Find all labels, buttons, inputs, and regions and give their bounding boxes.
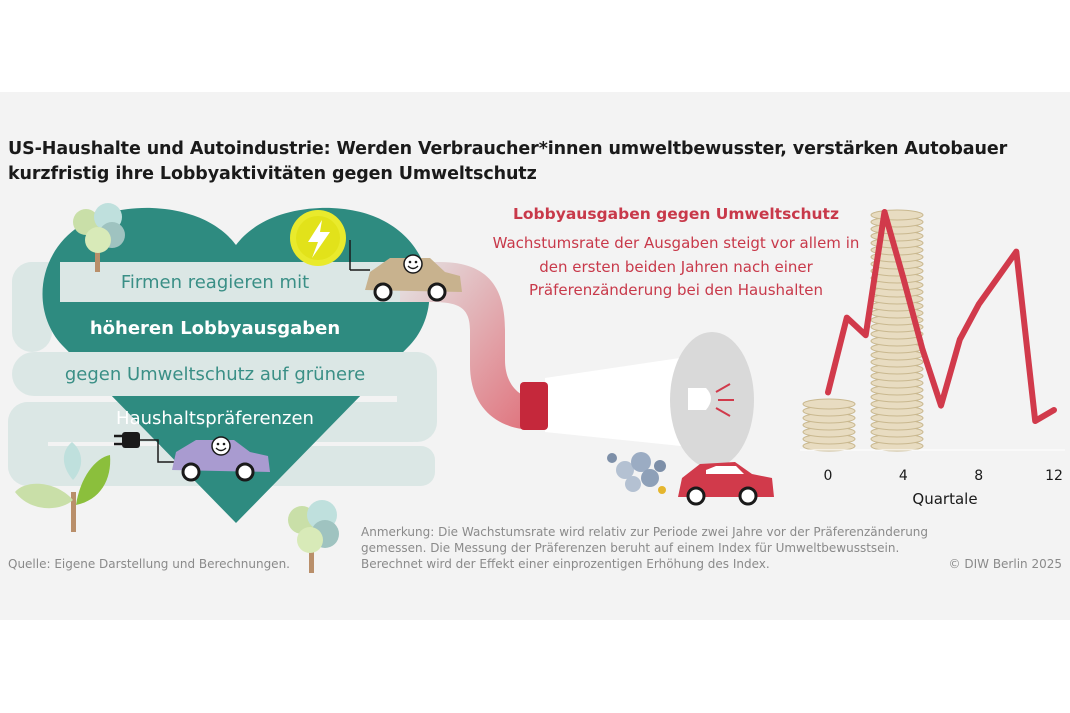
source-note: Quelle: Eigene Darstellung und Berechnungen. bbox=[8, 557, 290, 571]
heart-line-4: Haushaltspräferenzen bbox=[116, 408, 314, 429]
footnote: Anmerkung: Die Wachstumsrate wird relativ zur Periode zwei Jahre vor der Präferenzänderung gemessen. Die Messung der Präferenzen beruht auf einem Index für Umweltbewusstsein. Berechnet wird der Effekt einer einprozentigen Erhöhung des Index. bbox=[361, 525, 929, 571]
x-tick-label: 0 bbox=[823, 468, 833, 484]
lobby-heading: Lobbyausgaben gegen Umweltschutz bbox=[513, 205, 839, 223]
lobby-description: Wachstumsrate der Ausgaben steigt vor allem in den ersten beiden Jahren nach einer Präferenzänderung bei den Haushalten bbox=[492, 234, 860, 299]
heart-line-2: höheren Lobbyausgaben bbox=[89, 318, 341, 339]
combustion-car bbox=[607, 452, 774, 504]
coin bbox=[803, 399, 855, 409]
x-tick-label: 12 bbox=[1045, 468, 1063, 484]
heart-line-3: gegen Umweltschutz auf grünere bbox=[64, 364, 366, 385]
x-axis-label: Quartale bbox=[912, 490, 978, 508]
x-tick-label: 8 bbox=[974, 468, 984, 484]
megaphone bbox=[520, 332, 754, 468]
page-title: US-Haushalte und Autoindustrie: Werden Verbraucher*innen umweltbewusster, verstärken Autobauer kurzfristig ihre Lobbyaktivitäten gegen Umweltschutz bbox=[8, 139, 1008, 184]
x-tick-label: 4 bbox=[898, 468, 908, 484]
copyright: © DIW Berlin 2025 bbox=[948, 557, 1062, 571]
heart-line-1: Firmen reagieren mit bbox=[120, 272, 310, 293]
coin bbox=[871, 210, 923, 220]
tree-bottom-center bbox=[288, 500, 339, 573]
